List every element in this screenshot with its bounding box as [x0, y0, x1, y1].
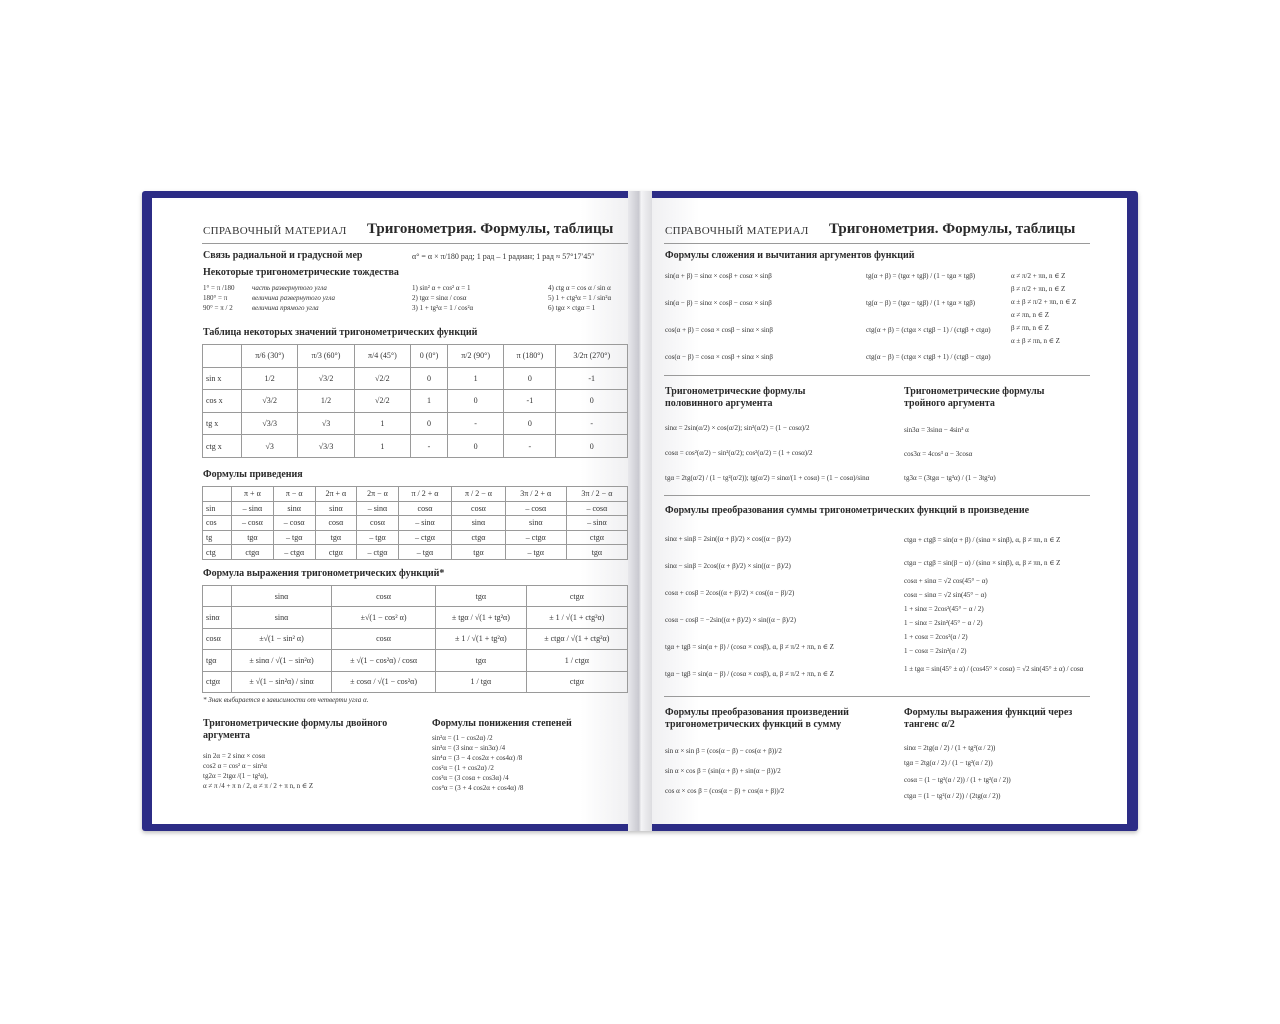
table-header-cell [203, 345, 242, 368]
section-rule [664, 375, 1090, 376]
table-cell: – sinα [232, 501, 274, 516]
addition-formula: sin(α − β) = sinα × cosβ − cosα × sinβ [665, 299, 772, 307]
table-cell: ± cosα / √(1 − cos²α) [332, 671, 436, 692]
table-cell: ± sinα / √(1 − sin²α) [232, 650, 332, 671]
power-formula-line: sin²α = (1 − cos2α) /2 [432, 734, 493, 742]
table-header-row [203, 487, 628, 502]
table-cell: -1 [556, 367, 628, 390]
power-formulas [432, 733, 523, 793]
table-cell: 1 / ctgα [526, 650, 627, 671]
table-cell: – tgα [357, 530, 399, 545]
table-cell: ± 1 / √(1 + ctg²α) [526, 607, 627, 628]
half-heading: Тригонометрические формулы половинного аргумента [665, 386, 806, 409]
table-cell: ± ctgα / √(1 + ctg²α) [526, 628, 627, 649]
table-cell: tgα [436, 650, 527, 671]
table-header-cell: π/6 (30°) [242, 345, 298, 368]
table-cell: ctgα [452, 530, 505, 545]
table-row [203, 367, 628, 390]
table-cell: ctgα [315, 545, 357, 560]
sumprod-formula: tgα − tgβ = sin(α − β) / (cosα × cosβ), α, β ≠ π/2 + πn, n ∈ Z [665, 670, 834, 678]
condition-line: α ± β ≠ π/2 + πn, n ∈ Z [1011, 298, 1077, 306]
sumprod-formula: 1 + cosα = 2cos²(α / 2) [904, 633, 968, 641]
addition-conditions [1011, 270, 1076, 348]
table-cell: – cosα [273, 516, 315, 531]
table-cell: 1/2 [298, 390, 354, 413]
table-row [203, 607, 628, 628]
table-header-cell: 0 (0°) [411, 345, 448, 368]
page-title: Тригонометрия. Формулы, таблицы [367, 221, 614, 237]
addition-formula: cos(α − β) = cosα × cosβ + sinα × sinβ [665, 353, 773, 361]
table-row [203, 412, 628, 435]
table-cell: – ctgα [398, 530, 451, 545]
table-row-header: tg x [203, 412, 242, 435]
table-cell: sinα [505, 516, 566, 531]
table-cell: 0 [556, 435, 628, 458]
condition-line: α ≠ π/2 + πn, n ∈ Z [1011, 272, 1066, 280]
table-row [203, 530, 628, 545]
sumprod-formula: sinα + sinβ = 2sin((α + β)/2) × cos((α − β)/2) [665, 535, 791, 543]
table-header-cell: π / 2 + α [398, 487, 451, 502]
table-cell: cosα [332, 628, 436, 649]
table-cell: sinα [232, 607, 332, 628]
identities-col-3 [412, 283, 473, 313]
power-formula-line: cos³α = (3 cosα + cos3α) /4 [432, 774, 509, 782]
table-cell: – sinα [357, 501, 399, 516]
prodsum-heading: Формулы преобразования произведений тригонометрических функций в сумму [665, 707, 849, 730]
table-row-header: tg [203, 530, 232, 545]
condition-line: β ≠ π/2 + πn, n ∈ Z [1011, 285, 1066, 293]
triple-heading: Тригонометрические формулы тройного аргумента [904, 386, 1045, 409]
table-row-header: sinα [203, 607, 232, 628]
table-cell: ± tgα / √(1 + tg²α) [436, 607, 527, 628]
table-row-header: ctg x [203, 435, 242, 458]
table-cell: - [504, 435, 556, 458]
table-cell: - [447, 412, 503, 435]
radian-heading: Связь радиальной и градусной мер [203, 250, 363, 261]
prodsum-formulas [665, 741, 784, 801]
table-cell: sinα [273, 501, 315, 516]
table-row-header: cos x [203, 390, 242, 413]
identity-formula: 1) sin² α + cos² α = 1 [412, 284, 471, 292]
table-cell: √3 [242, 435, 298, 458]
table-header-cell: 2π − α [357, 487, 399, 502]
table-cell: 1 [354, 412, 410, 435]
page-label: СПРАВОЧНЫЙ МАТЕРИАЛ [665, 225, 809, 237]
table-cell: 0 [411, 367, 448, 390]
reduction-table [202, 486, 628, 560]
half-formula-line: tgα = 2tg(α/2) / (1 − tg²(α/2)); tg(α/2) = sinα/(1 + cosα) = (1 − cosα)/sinα [665, 474, 870, 482]
table-cell: √3/3 [242, 412, 298, 435]
table-header-cell: π (180°) [504, 345, 556, 368]
table-header-cell: π / 2 − α [452, 487, 505, 502]
sumprod-formula: tgα + tgβ = sin(α + β) / (cosα × cosβ), α, β ≠ π/2 + πn, n ∈ Z [665, 643, 834, 651]
sumprod-formula: 1 ± tgα = sin(45° ± α) / (cos45° × cosα) = √2 sin(45° ± α) / cosα [904, 665, 1084, 673]
table-cell: ±√(1 − sin² α) [232, 628, 332, 649]
section-rule [664, 696, 1090, 697]
table-cell: ctgα [566, 530, 627, 545]
double-formulas [203, 751, 313, 791]
identity-description: часть развернутого угла [252, 284, 327, 292]
right-page [652, 198, 1127, 824]
triple-formulas [904, 418, 996, 490]
half-formula-line: sinα = 2sin(α/2) × cos(α/2); sin²(α/2) = (1 − cosα)/2 [665, 424, 810, 432]
table-cell: - [411, 435, 448, 458]
table-cell: – sinα [398, 516, 451, 531]
header-rule [664, 243, 1090, 244]
sumprod-formula: sinα − sinβ = 2cos((α + β)/2) × sin((α − β)/2) [665, 562, 791, 570]
table-cell: 0 [447, 435, 503, 458]
prodsum-formula-line: sin α × cos β = (sin(α + β) + sin(α − β))/2 [665, 767, 781, 775]
identity-degree: 90° = π / 2 [203, 304, 233, 312]
tanhalf-heading: Формулы выражения функций через тангенс α/2 [904, 707, 1073, 730]
table-cell: √3 [298, 412, 354, 435]
table-cell: – cosα [566, 501, 627, 516]
tanhalf-formula: cosα = (1 − tg²(α / 2)) / (1 + tg²(α / 2)) [904, 776, 1011, 784]
identity-formula: 2) tgα = sinα / cosα [412, 294, 467, 302]
table-header-cell [203, 487, 232, 502]
addition-tan-formula: ctg(α − β) = (ctgα × ctgβ + 1) / (ctgβ − ctgα) [866, 353, 991, 361]
table-cell: ctgα [526, 671, 627, 692]
double-formula-line: cos2 α = cos² α − sin²α [203, 762, 267, 770]
table-header-row [203, 345, 628, 368]
table-cell: 1 [447, 367, 503, 390]
identities-col-1 [203, 283, 234, 313]
page-label: СПРАВОЧНЫЙ МАТЕРИАЛ [203, 225, 347, 237]
condition-line: β ≠ πn, n ∈ Z [1011, 324, 1049, 332]
addition-tan-formula: ctg(α + β) = (ctgα × ctgβ − 1) / (ctgβ + ctgα) [866, 326, 991, 334]
half-formulas [665, 416, 869, 491]
table-row [203, 501, 628, 516]
values-table [202, 344, 628, 458]
table-cell: -1 [504, 390, 556, 413]
identity-formula: 4) ctg α = cos α / sin α [548, 284, 611, 292]
identity-description: величина развернутого угла [252, 294, 335, 302]
table-cell: – tgα [505, 545, 566, 560]
table-cell: 0 [504, 412, 556, 435]
table-cell: 0 [411, 412, 448, 435]
sumprod-formula: 1 − sinα = 2sin²(45° − α / 2) [904, 619, 983, 627]
table-header-cell: π − α [273, 487, 315, 502]
sumprod-formula: cosα + sinα = √2 cos(45° − α) [904, 577, 988, 585]
table-header-cell: π/2 (90°) [447, 345, 503, 368]
identity-degree: 1° = π /180 [203, 284, 235, 292]
table-header-cell: sinα [232, 586, 332, 607]
table-header-cell: π/3 (60°) [298, 345, 354, 368]
table-row-header: ctg [203, 545, 232, 560]
table-cell: tgα [232, 530, 274, 545]
table-header-cell: 3π / 2 − α [566, 487, 627, 502]
table-cell: tgα [452, 545, 505, 560]
identity-formula: 5) 1 + ctg²α = 1 / sin²α [548, 294, 612, 302]
identity-formula: 6) tgα × ctgα = 1 [548, 304, 596, 312]
addition-heading: Формулы сложения и вычитания аргументов функций [665, 250, 915, 261]
table-row-header: ctgα [203, 671, 232, 692]
table-cell: ± √(1 − sin²α) / sinα [232, 671, 332, 692]
identity-description: величина прямого угла [252, 304, 319, 312]
tanhalf-formula: sinα = 2tg(α / 2) / (1 + tg²(α / 2)) [904, 744, 996, 752]
table-row-header: tgα [203, 650, 232, 671]
power-formula-line: cos⁴α = (3 + 4 cos2α + cos4α) /8 [432, 784, 524, 792]
table-cell: sinα [452, 516, 505, 531]
table-cell: – ctgα [357, 545, 399, 560]
table-cell: √2/2 [354, 367, 410, 390]
page-title: Тригонометрия. Формулы, таблицы [829, 221, 1076, 237]
power-formula-line: sin³α = (3 sinα − sin3α) /4 [432, 744, 506, 752]
reduction-heading: Формулы приведения [203, 469, 303, 480]
identity-degree: 180° = π [203, 294, 228, 302]
header-rule [202, 243, 628, 244]
addition-formula: sin(α + β) = sinα × cosβ + cosα × sinβ [665, 272, 772, 280]
expression-note: * Знак выбирается в зависимости от четверти угла α. [203, 696, 369, 704]
prodsum-formula-line: sin α × sin β = (cos(α − β) − cos(α + β))/2 [665, 747, 782, 755]
double-formula-line: α ≠ π /4 + π n / 2, α ≠ π / 2 + π n, n ∈ Z [203, 782, 314, 790]
sumprod-formula: ctgα − ctgβ = sin(β − α) / (sinα × sinβ), α, β ≠ πn, n ∈ Z [904, 559, 1061, 567]
table-cell: √2/2 [354, 390, 410, 413]
identities-col-4 [548, 283, 611, 313]
table-row [203, 650, 628, 671]
sumprod-formula: 1 − cosα = 2sin²(α / 2) [904, 647, 967, 655]
table-header-cell: ctgα [526, 586, 627, 607]
table-cell: – ctgα [505, 530, 566, 545]
power-formula-line: sin⁴α = (3 − 4 cos2α + cos4α) /8 [432, 754, 523, 762]
table-header-cell: π/4 (45°) [354, 345, 410, 368]
table-cell: ctgα [232, 545, 274, 560]
condition-line: α ≠ πn, n ∈ Z [1011, 311, 1050, 319]
table-cell: ±√(1 − cos² α) [332, 607, 436, 628]
tanhalf-formula: ctgα = (1 − tg²(α / 2)) / (2tg(α / 2)) [904, 792, 1001, 800]
table-cell: √3/3 [298, 435, 354, 458]
table-cell: cosα [398, 501, 451, 516]
sumprod-col-2 [904, 528, 1083, 680]
sumprod-formula: cosα + cosβ = 2cos((α + β)/2) × cos((α − β)/2) [665, 589, 795, 597]
table-row-header: sin [203, 501, 232, 516]
table-header-cell: 3π / 2 + α [505, 487, 566, 502]
book-spine [628, 191, 652, 831]
table-cell: – cosα [505, 501, 566, 516]
table-header-cell: π + α [232, 487, 274, 502]
addition-tan-formula: tg(α + β) = (tgα + tgβ) / (1 − tgα × tgβ) [866, 272, 976, 280]
table-header-cell: cosα [332, 586, 436, 607]
sumprod-formula: cosα − sinα = √2 sin(45° − α) [904, 591, 987, 599]
table-cell: √3/2 [298, 367, 354, 390]
triple-formula-line: tg3α = (3tgα − tg³α) / (1 − 3tg²α) [904, 474, 996, 482]
table-row [203, 671, 628, 692]
half-formula-line: cosα = cos²(α/2) − sin²(α/2); cos²(α/2) = (1 + cosα)/2 [665, 449, 813, 457]
table-cell: cosα [357, 516, 399, 531]
expression-heading: Формула выражения тригонометрических функций* [203, 568, 445, 579]
identities-col-2 [252, 283, 335, 313]
identity-formula: 3) 1 + tg²α = 1 / cos²α [412, 304, 474, 312]
table-cell: – sinα [566, 516, 627, 531]
table-row [203, 628, 628, 649]
table-cell: 0 [504, 367, 556, 390]
table-cell: – tgα [398, 545, 451, 560]
table-cell: 1 [354, 435, 410, 458]
double-formula-line: tg2α = 2tgα /(1 − tg²α), [203, 772, 268, 780]
sumprod-heading: Формулы преобразования суммы тригонометрических функций в произведение [665, 505, 1030, 516]
triple-formula-line: cos3α = 4cos³ α − 3cosα [904, 450, 973, 458]
sumprod-formula: cosα − cosβ = −2sin((α + β)/2) × sin((α − β)/2) [665, 616, 796, 624]
table-cell: – cosα [232, 516, 274, 531]
table-cell: cosα [315, 516, 357, 531]
table-cell: ± 1 / √(1 + tg²α) [436, 628, 527, 649]
table-header-cell: 3/2π (270°) [556, 345, 628, 368]
tanhalf-formula: tgα = 2tg(α / 2) / (1 − tg²(α / 2)) [904, 759, 993, 767]
double-formula-line: sin 2α = 2 sinα × cosα [203, 752, 266, 760]
table-cell: 0 [556, 390, 628, 413]
table-cell: √3/2 [242, 390, 298, 413]
table-cell: 1 / tgα [436, 671, 527, 692]
power-formula-line: cos²α = (1 + cos2α) /2 [432, 764, 494, 772]
table-row-header: cos [203, 516, 232, 531]
table-row [203, 435, 628, 458]
table-header-cell: tgα [436, 586, 527, 607]
sumprod-col-1 [665, 526, 834, 688]
radian-formula: α° = α × π/180 рад; 1 рад – 1 радиан; 1 рад ≈ 57°17′45″ [412, 252, 595, 261]
table-row-header: sin x [203, 367, 242, 390]
triple-formula-line: sin3α = 3sinα − 4sin³ α [904, 426, 969, 434]
addition-formula: cos(α + β) = cosα × cosβ − sinα × sinβ [665, 326, 773, 334]
sumprod-formula: 1 + sinα = 2cos²(45° − α / 2) [904, 605, 984, 613]
left-page [152, 198, 628, 824]
power-heading: Формулы понижения степеней [432, 718, 572, 729]
table-cell: 0 [447, 390, 503, 413]
table-row [203, 390, 628, 413]
table-header-cell: 2π + α [315, 487, 357, 502]
table-row-header: cosα [203, 628, 232, 649]
table-row [203, 516, 628, 531]
table-header-cell [203, 586, 232, 607]
sumprod-formula: ctgα + ctgβ = sin(α + β) / (sinα × sinβ), α, β ≠ πn, n ∈ Z [904, 536, 1061, 544]
table-cell: 1/2 [242, 367, 298, 390]
table-cell: – ctgα [273, 545, 315, 560]
table-cell: cosα [452, 501, 505, 516]
table-cell: tgα [315, 530, 357, 545]
addition-tan-formula: tg(α − β) = (tgα − tgβ) / (1 + tgα × tgβ) [866, 299, 976, 307]
double-heading: Тригонометрические формулы двойного аргумента [203, 718, 388, 741]
condition-line: α ± β ≠ πn, n ∈ Z [1011, 337, 1060, 345]
table-cell: 1 [411, 390, 448, 413]
table-header-row [203, 586, 628, 607]
expression-table [202, 585, 628, 693]
prodsum-formula-line: cos α × cos β = (cos(α − β) + cos(α + β))/2 [665, 787, 785, 795]
table-cell: tgα [566, 545, 627, 560]
table-cell: - [556, 412, 628, 435]
table-cell: sinα [315, 501, 357, 516]
values-heading: Таблица некоторых значений тригонометрических функций [203, 327, 478, 338]
table-row [203, 545, 628, 560]
section-rule [664, 495, 1090, 496]
identities-heading: Некоторые тригонометрические тождества [203, 267, 399, 278]
table-cell: ± √(1 − cos²α) / cosα [332, 650, 436, 671]
table-cell: – tgα [273, 530, 315, 545]
